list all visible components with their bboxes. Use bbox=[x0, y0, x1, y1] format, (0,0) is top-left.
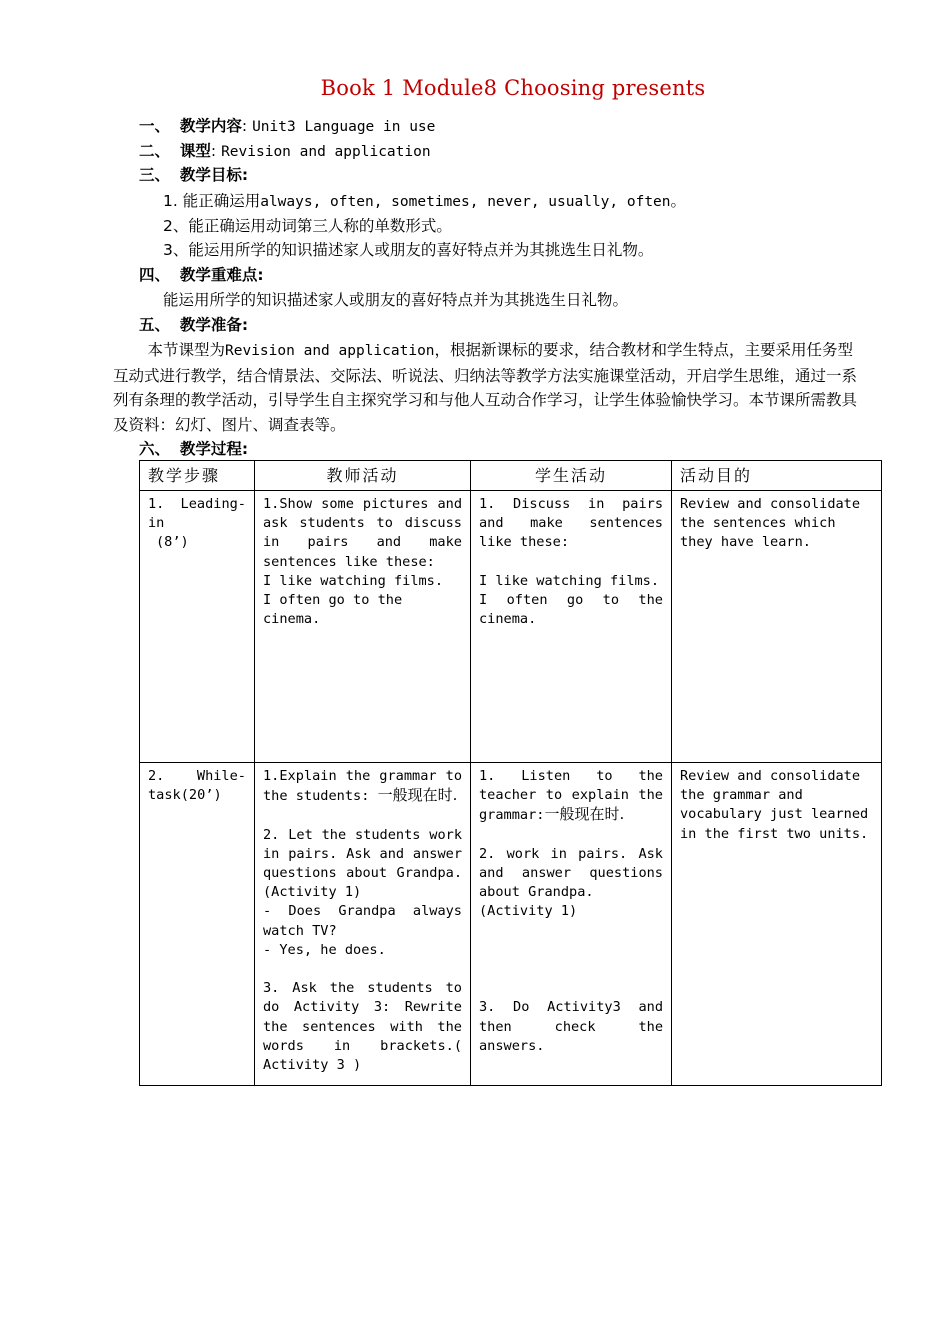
table-header-row bbox=[140, 461, 882, 491]
objective-1: 1. 能正确运用always, often, sometimes, never, usually, often。 bbox=[163, 192, 687, 210]
header-purpose: 活动目的 bbox=[672, 461, 882, 491]
objective-3: 3、能运用所学的知识描述家人或朋友的喜好特点并为其挑选生日礼物。 bbox=[163, 241, 654, 259]
header-student: 学生活动 bbox=[471, 461, 672, 491]
header-step: 教学步骤 bbox=[140, 461, 255, 491]
section-preparation: 五、 教学准备: bbox=[139, 316, 249, 334]
step-cell: 2. While-task(20’) bbox=[140, 763, 255, 1086]
preparation-paragraph: 本节课型为Revision and application，根据新课标的要求，结合教材和学生特点，主要采用任务型互动式进行教学，结合情景法、交际法、听说法、归纳法等教学方法实施课堂活动，开启学生思维，通过一系列有条理的教学活动，引导学生自主探究学习和与他人互动合作学习，让学生体验愉快学习。本节课所需教具及资料：幻灯、图片、调查表等。 bbox=[113, 341, 858, 435]
section-objectives: 三、 教学目标: bbox=[139, 166, 249, 184]
document-title: Book 1 Module8 Choosing presents bbox=[320, 76, 706, 100]
student-activity-cell: 1. Discuss in pairs and make sentences like these: I like watching films. I often go to the cinema. bbox=[471, 491, 672, 763]
lesson-process-table bbox=[139, 460, 882, 1086]
student-activity-cell: 1. Listen to the teacher to explain the grammar:一般现在时. 2. work in pairs. Ask and answer questions about Grandpa. (Activity 1) 3. Do Activity3 and then check the answers. bbox=[471, 763, 672, 1086]
key-points-text: 能运用所学的知识描述家人或朋友的喜好特点并为其挑选生日礼物。 bbox=[163, 291, 629, 309]
step-cell: 1. Leading-in (8’) bbox=[140, 491, 255, 763]
purpose-cell: Review and consolidate the sentences which they have learn. bbox=[672, 491, 882, 763]
objective-2: 2、能正确运用动词第三人称的单数形式。 bbox=[163, 217, 452, 235]
section-process: 六、 教学过程: bbox=[139, 440, 249, 458]
purpose-cell: Review and consolidate the grammar and vocabulary just learned in the first two units. bbox=[672, 763, 882, 1086]
header-teacher: 教师活动 bbox=[255, 461, 471, 491]
teacher-activity-cell: 1.Explain the grammar to the students: 一般现在时. 2. Let the students work in pairs. Ask and answer questions about Grandpa. (Activity 1) - Does Grandpa always watch TV? - Yes, he does. 3. Ask the students to do Activity 3: Rewrite the sentences with the words in brackets.( Activity 3 ) bbox=[255, 763, 471, 1086]
section-content: 一、 教学内容: Unit3 Language in use bbox=[139, 117, 436, 135]
table-row bbox=[140, 491, 882, 763]
teacher-activity-cell: 1.Show some pictures and ask students to discuss in pairs and make sentences like these: I like watching films. I often go to the cinema. bbox=[255, 491, 471, 763]
section-key-points: 四、 教学重难点: bbox=[139, 266, 264, 284]
section-lesson-type: 二、 课型: Revision and application bbox=[139, 142, 431, 160]
table-row bbox=[140, 763, 882, 1086]
